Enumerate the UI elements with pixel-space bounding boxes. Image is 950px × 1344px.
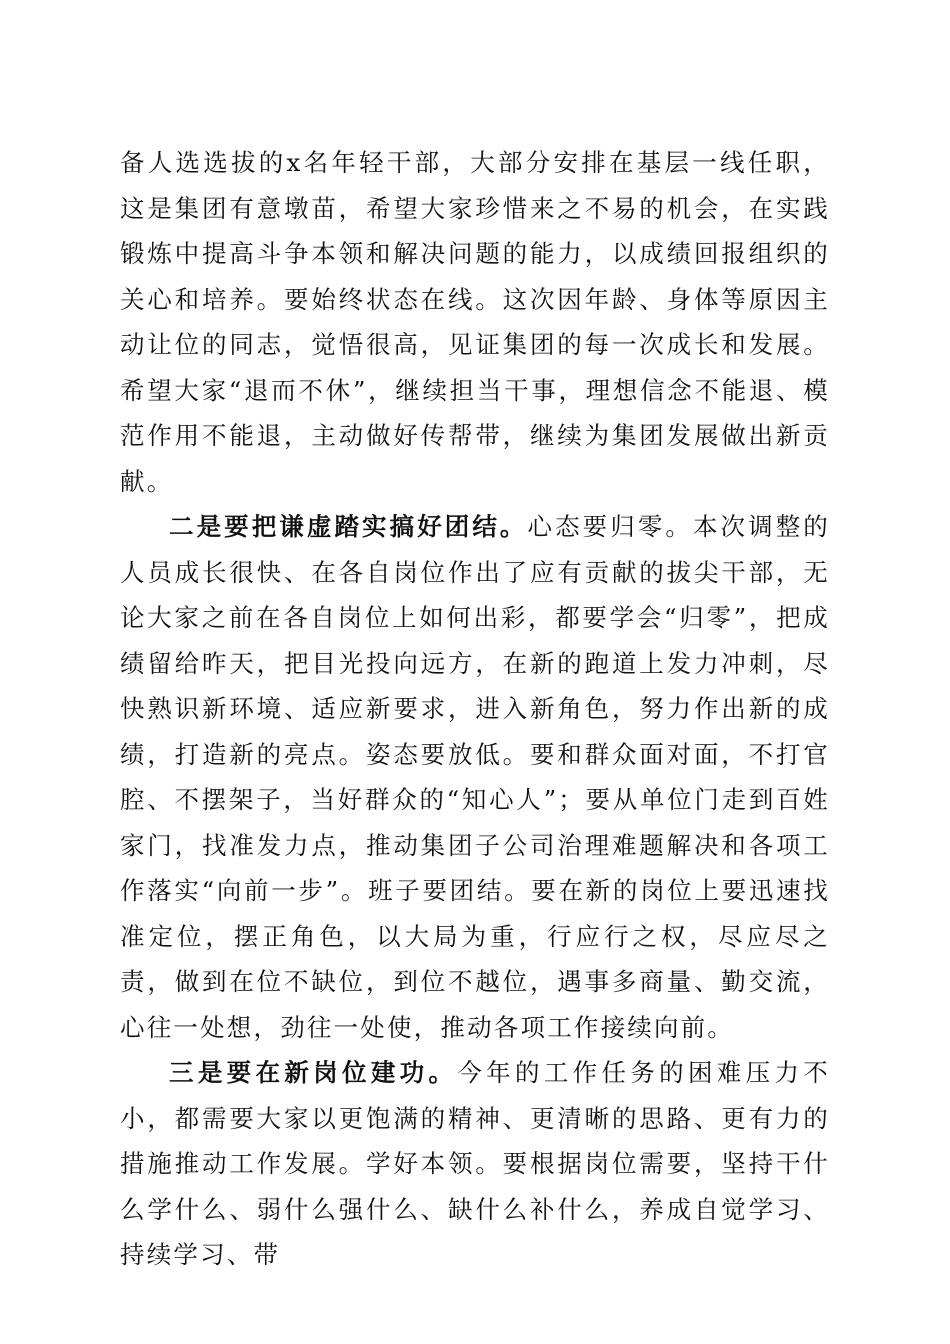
paragraph-text: 备人选选拔的x名年轻干部，大部分安排在基层一线任职，这是集团有意墩苗，希望大家珍惜来之不易的机会，在实践锻炼中提高斗争本领和解决问题的能力，以成绩回报组织的关心和培养。要始终状态在线。这次因年龄、身体等原因主动让位的同志，觉悟很高，见证集团的每一次成长和发展。希望大家“退而不休”，继续担当干事，理想信念不能退、模范作用不能退，主动做好传帮带，继续为集团发展做出新贡献。: [120, 148, 830, 496]
paragraph-text: 心态要归零。本次调整的人员成长很快、在各自岗位作出了应有贡献的拔尖干部，无论大家之前在各自岗位上如何出彩，都要学会“归零”，把成绩留给昨天，把目光投向远方，在新的跑道上发力冲刺，尽快熟识新环境、适应新要求，进入新角色，努力作出新的成绩，打造新的亮点。姿态要放低。要和群众面对面，不打官腔、不摆架子，当好群众的“知心人”；要从单位门走到百姓家门，找准发力点，推动集团子公司治理难题解决和各项工作落实“向前一步”。班子要团结。要在新的岗位上要迅速找准定位，摆正角色，以大局为重，行应行之权，尽应尽之责，做到在位不缺位，到位不越位，遇事多商量、勤交流，心往一处想，劲往一处使，推动各项工作接续向前。: [120, 512, 830, 1042]
paragraph-unity: [120, 504, 830, 1050]
paragraph-continuation: [120, 140, 830, 504]
paragraph-text: 今年的工作任务的困难压力不小，都需要大家以更饱满的精神、更清晰的思路、更有力的措施推动工作发展。学好本领。要根据岗位需要，坚持干什么学什么、弱什么强什么、缺什么补什么，养成自觉学习、持续学习、带: [120, 1058, 831, 1269]
paragraph-heading: 三是要在新岗位建功。: [169, 1058, 458, 1087]
paragraph-heading: 二是要把谦虚踏实搞好团结。: [169, 512, 528, 541]
document-body: [120, 140, 830, 1278]
paragraph-new-post: [120, 1050, 830, 1278]
